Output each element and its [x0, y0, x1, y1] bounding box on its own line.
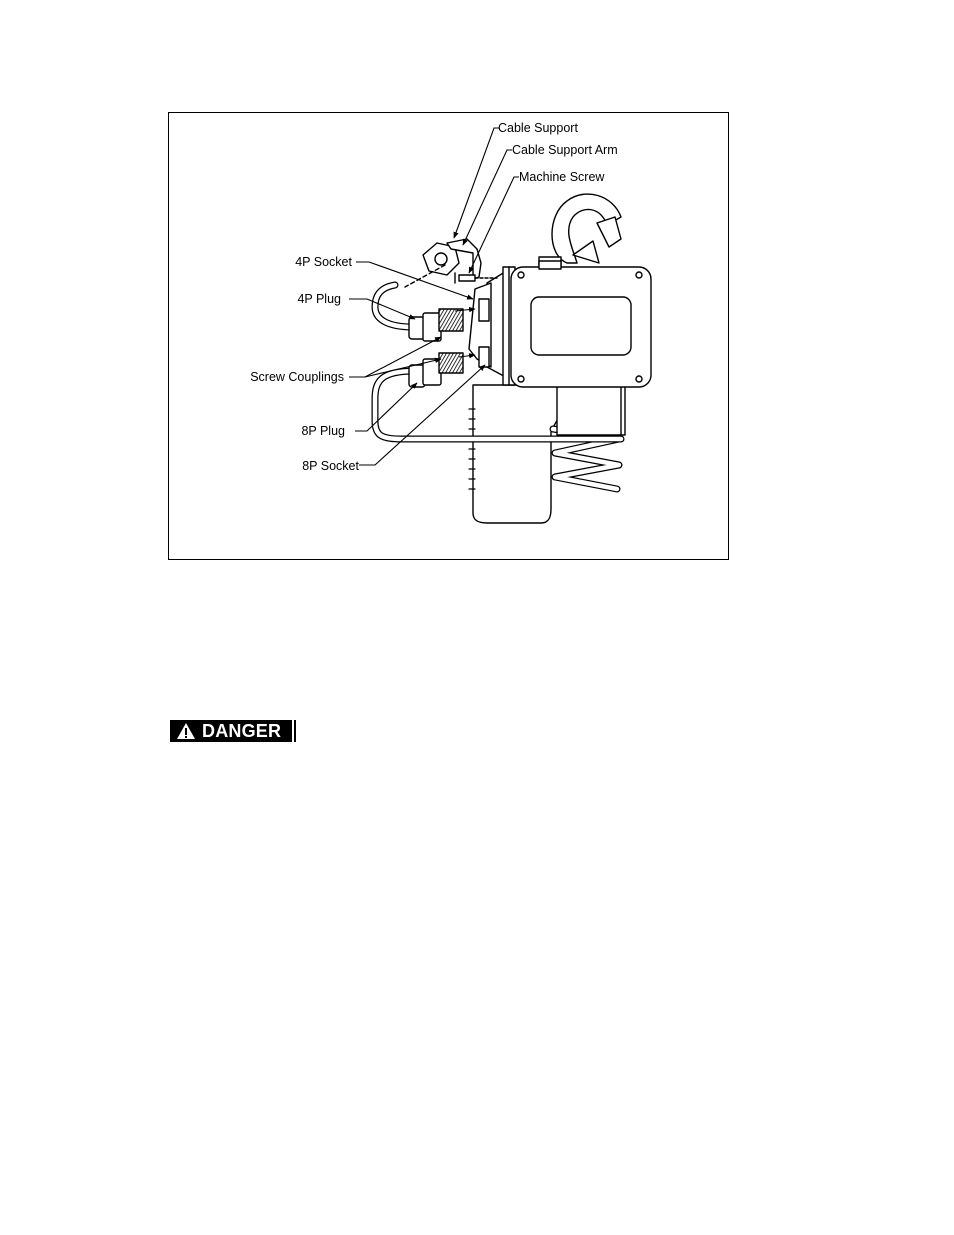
hoist-connection-diagram — [168, 112, 729, 560]
label-machine-screw: Machine Screw — [519, 170, 605, 184]
label-4p-plug: 4P Plug — [297, 292, 341, 306]
socket-8p — [479, 347, 489, 367]
warning-triangle-icon — [176, 722, 196, 740]
socket-4p — [479, 299, 489, 321]
danger-label: DANGER — [202, 720, 282, 741]
label-8p-socket: 8P Socket — [302, 459, 359, 473]
label-screw-couplings: Screw Couplings — [250, 370, 344, 384]
label-4p-socket: 4P Socket — [295, 255, 352, 269]
label-cable-support: Cable Support — [498, 121, 578, 135]
plug-4p — [409, 309, 463, 341]
hoist-drawing — [169, 113, 730, 561]
label-8p-plug: 8P Plug — [301, 424, 345, 438]
danger-badge — [170, 720, 290, 742]
nameplate — [531, 297, 631, 355]
label-cable-support-arm: Cable Support Arm — [512, 143, 618, 157]
plug-8p — [409, 353, 463, 387]
